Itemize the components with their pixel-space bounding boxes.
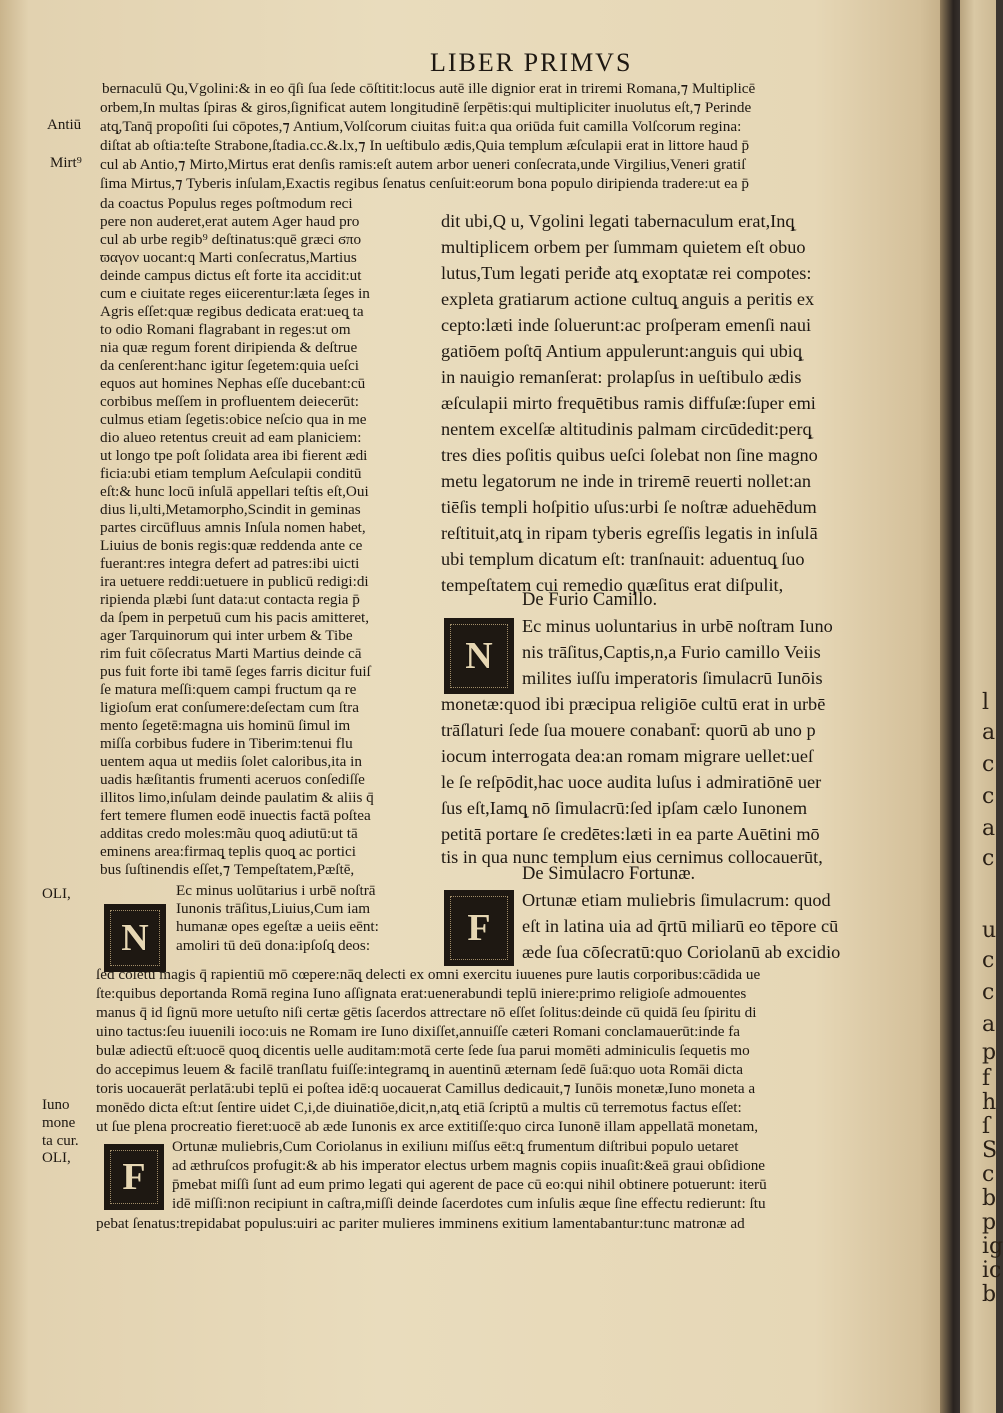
text-line: æſculapii mirto frequētibus ramis diffuſæ:ſuper emi — [441, 393, 816, 413]
text-line: deinde campus dictus eſt forte ita accidit:ut — [100, 267, 362, 284]
facing-page-edge — [960, 0, 1003, 1413]
facing-page-letter: u — [982, 918, 997, 943]
text-line: ubi templum dicatum eſt: tranſnauit: aduentuq̨ ſuo — [441, 549, 805, 569]
text-line: Ortunæ etiam muliebris ſimulacrum: quod — [522, 890, 831, 910]
text-line: humanæ opes egeſtæ a ueiis eēnt: — [176, 918, 379, 935]
text-line: nentem excelſæ altitudinis palmam circūdedit:perq̨ — [441, 419, 812, 439]
text-line: tempeſtatem cui remedio quæſitus erat diſpulit, — [441, 575, 784, 595]
text-line: gatiōem poſtq̄ Antium appulerunt:anguis qui ubiq̨ — [441, 341, 803, 361]
text-line: ager Tarquinorum qui inter urbem & Tibe — [100, 627, 353, 644]
text-line: da cenſerent:hanc igitur ſegetem:quia ueſci — [100, 357, 359, 374]
text-line: miſſa corbibus fudere in Tiberim:tenui flu — [100, 735, 353, 752]
text-line: orbem,In multas ſpiras & giros,ſignificat autem longitudinē ſerpētis:qui multipliciter inuolutus eſt,⁊ Perinde — [100, 99, 752, 116]
text-line: Ortunæ muliebris,Cum Coriolanus in exiliunı miſſus eēt:q̨ frumentum diſtribui populo uetaret — [172, 1138, 739, 1155]
text-line: eſt:& hunc locū inſulā appellari teſtis eſt,Oui — [100, 483, 369, 500]
text-line: pebat ſenatus:trepidabat populus:uiri ac pariter mulieres imminens exitium lamentabantur:tunc matronæ ad — [96, 1215, 745, 1232]
facing-page-letter: c — [982, 752, 995, 777]
text-line: cul ab Antio,⁊ Mirto,Mirtus erat denſis ramis:eſt autem arbor ueneri conſecrata,unde Virgilius,Veneri gratiſ — [100, 156, 746, 173]
facing-page-letter: f — [982, 1066, 991, 1091]
text-line: rim fuit cōſecratus Marti Martius deinde cā — [100, 645, 362, 662]
text-line: tiēſis templi hoſpitio uſus:urbi ſe noſtræ aduehēdum — [441, 497, 817, 517]
margin-note-antium: Antiū — [47, 117, 82, 133]
facing-page-letter: a — [982, 1012, 996, 1037]
decorated-initial-n: N — [444, 618, 514, 694]
text-line: ſima Mirtus,⁊ Tyberis inſulam,Exactis regibus ſenatus cenſuit:eorum bona populo diripienda tradere:ut ea p̄ — [100, 175, 749, 192]
text-line: trāſlaturi ſede ſua mouere conabant̄: quorū ab uno p — [441, 720, 816, 740]
text-line: corbibus meſſem in profluentem deiecerūt: — [100, 393, 359, 410]
text-line: milites iuſſu imperatoris ſimulacrū Iunōis — [522, 668, 823, 688]
decorated-initial-f: F — [444, 890, 514, 966]
text-line: ad æthruſcos profugit:& ab his imperator electus urbem magnis copiis inuaſit:&eā graui obſidione — [172, 1157, 766, 1174]
text-line: da ſpem in perpetuū cum his pacis amitteret, — [100, 609, 370, 626]
section-heading-furio-camillo: De Furio Camillo. — [522, 590, 658, 610]
text-line: ficia:ubi etiam templum Aeſculapii conditū — [100, 465, 362, 482]
text-line: ira uetuere reddi:uetuere in publicū redigi:di — [100, 573, 369, 590]
text-line: da coactus Populus reges poſtmodum reci — [100, 195, 353, 212]
text-line: ut longo tpe poſt ſolidata area ibi fierent ædi — [100, 447, 368, 464]
text-line: amoliri tū deū dona:ipſoſq̨ deos: — [176, 937, 371, 954]
text-line: ſe matura meſſi:quem campi fructum qa re — [100, 681, 357, 698]
facing-page-letter: ic — [982, 1258, 1002, 1283]
text-line: monēdo dicta eſt:ut ſentire uidet C,i,de diuinatiōe,dicit,n,atq̨ etiā ſcriptū a multis cū terremotus factus eſſet: — [96, 1099, 742, 1116]
margin-note-line: OLI, — [42, 1150, 71, 1166]
text-line: fuerant:res integra defert ad patres:ibi uicti — [100, 555, 360, 572]
facing-page-letter: h — [982, 1090, 997, 1115]
text-line: equos aut homines Nephas eſſe ducebant:cū — [100, 375, 366, 392]
book-gutter — [940, 0, 962, 1413]
text-line: idē miſſi:non recipiunt in caſtra,miſſi deinde ſacerdotes cum inſulis æque ſine effectu redierunt: ſtu — [172, 1195, 766, 1212]
facing-page-letter: l — [982, 690, 990, 715]
text-line: uino tactus:ſeu iuuenili ioco:uis ne Romam ire Iuno dixiſſet,annuiſſe cæteri Romani conclamauerūt:inde fa — [96, 1023, 741, 1040]
text-line: reſtituit,atq̨ in ripam tyberis egreſſis legatis in inſulā — [441, 523, 818, 543]
text-line: tis in qua nunc templum eius cernimus collocauerūt, — [441, 847, 823, 867]
text-line: bulæ adiectū eſt:uocē quoq̨ dicentis uelle auditam:motā certe ſede ſua parui momēti adminiculis ſequetis mo — [96, 1042, 750, 1059]
text-line: eminens area:firmaq̨ teplis quoq̨ ac portici — [100, 843, 356, 860]
text-line: dio alueo retentus creuit ad eam planiciem: — [100, 429, 362, 446]
text-line: nia quæ regum forent diripienda & deſtrue — [100, 339, 358, 356]
facing-page-letter: b — [982, 1186, 997, 1211]
text-line: expleta gratiarum actione cultuq̨ anguis a peritis ex — [441, 289, 815, 309]
facing-page-letter: a — [982, 816, 996, 841]
facing-page-letter: a — [982, 720, 996, 745]
text-line: mento ſegetē:magna uis hominū ſimul im — [100, 717, 351, 734]
margin-note-line: mone — [42, 1115, 76, 1131]
margin-note-oli: OLI, — [42, 886, 71, 902]
text-line: nis trāſitus,Captis,n,a Furio camillo Veiis — [522, 642, 821, 662]
text-line: pere non auderet,erat autem Ager haud pro — [100, 213, 360, 230]
facing-page-letter: p — [982, 1040, 997, 1065]
text-line: cepto:læti inde ſoluerunt:ac proſperam emenſi naui — [441, 315, 812, 335]
text-line: Ec minus uoluntarius in urbē noſtram Iuno — [522, 616, 833, 636]
text-line: cum e ciuitate reges eiicerentur:læta ſeges in — [100, 285, 370, 302]
text-line: atq̨,Tanq̄ propoſiti ſui cōpotes,⁊ Antium,Volſcorum ciuitas fuit:a qua oriūda fuit camilla Volſcorum regina: — [100, 118, 742, 135]
text-line: dit ubi,Q u, Vgolini legati tabernaculum erat,Inq̨ — [441, 211, 795, 231]
text-line: diſtat ab oſtia:teſte Strabone,ſtadia.cc.&.lx,⁊ In ueſtibulo ædis,Quia templum æſculapii erat in littore haud p̄ — [100, 137, 750, 154]
text-line: illitos limo,inſulam deinde paulatim & aliis q̄ — [100, 789, 374, 806]
text-line: Agris eſſet:quæ regibus dedicata erat:ueq̨ ta — [100, 303, 364, 320]
text-line: le ſe reſpōdit,hac uoce audita luſus i admiratiōnē uer — [441, 772, 822, 792]
text-line: æde ſua cōſecratū:quo Coriolanū ab excidio — [522, 942, 841, 962]
text-line: ligioſum erat conſumere:deſectam cum ſtra — [100, 699, 359, 716]
text-line: bernaculū Qu,Vgolini:& in eo q̄ſi ſua ſede cōſtitit:locus autē ille dignior erat in triremi Romana,⁊ Multiplicē — [102, 80, 756, 97]
text-line: p̄mebat miſſi ſunt ad eum primo legati qui agerent de pace cū eo:qui nihil obtinere potuerunt: iterū — [172, 1176, 767, 1193]
margin-note-line: ta cur. — [42, 1133, 79, 1149]
text-line: culmus etiam ſegetis:obice neſcio qua in me — [100, 411, 367, 428]
text-line: do accepimus leuem & facilē tranſlatu fuiſſe:integramq̨ in auentinū æternam ſedē ſuā:quo uota Romāi dicta — [96, 1061, 743, 1078]
section-heading-fortunae: De Simulacro Fortunæ. — [522, 864, 696, 884]
facing-page-letter: p — [982, 1210, 997, 1235]
text-line: uadis hæſitantis frumenti aceruos conſediſſe — [100, 771, 365, 788]
text-line: monetæ:quod ibi præcipua religiōe cultū erat in urbē — [441, 694, 826, 714]
text-line: multiplicem orbem per ſummam quietem eſt obuo — [441, 237, 806, 257]
facing-page-letter: ig — [982, 1234, 1003, 1259]
text-line: cul ab urbe regib⁹ deſtinatus:quē græci ϭπο — [100, 231, 362, 248]
text-line: tres dies poſitis quibus ueſci ſolebat non ſine magno — [441, 445, 818, 465]
text-line: ſte:quibus deportanda Romā regina Iuno aſſignata erat:uenerabundi teplū iniere:primo religioſe admouentes — [96, 985, 747, 1002]
facing-page-letter: b — [982, 1282, 997, 1307]
facing-page-letter: c — [982, 980, 995, 1005]
text-line: dius li,ulti,Metamorpho,Scindit in geminas — [100, 501, 361, 518]
decorated-initial-n: N — [104, 904, 166, 972]
text-line: partes circūfluus amnis Inſula nomen habet, — [100, 519, 366, 536]
text-line: ut ſue plena procreatio fieret:uocē ab æde Iunonis ex arce extitiſſe:quo circa Iunonē illam appellatā monetam, — [96, 1118, 759, 1135]
text-line: toris uocauerāt perlatā:ubi teplū ei poſtea idē:q uocauerat Camillus dedicauit,⁊ Iunōis monetæ,Iuno moneta a — [96, 1080, 756, 1097]
text-line: eſt in latina uia ad q̄rtū miliarū eo tēpore cū — [522, 916, 839, 936]
margin-note-mirtus: Mirt⁹ — [50, 155, 82, 171]
text-line: iocum interrogata dea:an romam migrare uellet:ueſ — [441, 746, 814, 766]
facing-page-letter: c — [982, 1162, 995, 1187]
text-line: ripienda plæbi ſunt data:ut contacta regia p̄ — [100, 591, 360, 608]
text-line: ſus eſt,Iamq̨ nō ſimulacrū:ſed ipſam cælo Iunonem — [441, 798, 808, 818]
margin-note-line: Iuno — [42, 1097, 70, 1113]
facing-page-letter: S — [982, 1138, 998, 1163]
text-line: Iunonis trāſitus,Liuius,Cum iam — [176, 900, 371, 917]
facing-page-letter: c — [982, 846, 995, 871]
text-line: ϖαγον uocant:q Marti conſecratus,Martius — [100, 249, 357, 266]
running-header: LIBER PRIMVS — [430, 48, 633, 77]
text-line: petitā portare ſe credētes:læti in ea parte Auētini mō — [441, 824, 820, 844]
text-line: manus q̄ id ſignū more uetuſto niſi certæ gētis ſacerdos attrectare nō eſſet ſolitus:deinde cū quidā ſeu ſpiritu di — [96, 1004, 757, 1021]
text-line: uentem aqua ut mediis ſolet caloribus,ita in — [100, 753, 362, 770]
text-line: in nauigio remanſerat: prolapſus in ueſtibulo ædis — [441, 367, 802, 387]
text-line: Liuius de bonis regis:quæ reddenda ante ce — [100, 537, 363, 554]
text-line: bus ſuſtinendis eſſet,⁊ Tempeſtatem,Pæſtē, — [100, 861, 355, 878]
text-line: pus fuit forte ibi tamē ſeges farris dicitur fuiſ — [100, 663, 371, 680]
facing-page-letter: c — [982, 948, 995, 973]
text-line: additas credo moles:mãu quoq̨ adiutū:ut tā — [100, 825, 358, 842]
facing-page-letter: c — [982, 784, 995, 809]
text-line: lutus,Tum legati periđe atq̨ exoptatæ rei compotes: — [441, 263, 812, 283]
text-line: fert temere flumen eodē inuectis factā poſtea — [100, 807, 371, 824]
text-line: Ec minus uolūtarius i urbē noſtrā — [176, 882, 376, 899]
decorated-initial-f: F — [104, 1144, 164, 1210]
facing-page-letter: ſ — [982, 1114, 991, 1139]
text-line: to odio Romani flagrabant in reges:ut om — [100, 321, 351, 338]
text-line: metu legatorum ne inde in triremē reuerti nollet:an — [441, 471, 812, 491]
text-line: ſed colētū magis q̄ rapientiū mō cœpere:nāq̨ delecti ex omni exercitu iuuenes pure lautis corporibus:cādida ue — [96, 966, 761, 983]
